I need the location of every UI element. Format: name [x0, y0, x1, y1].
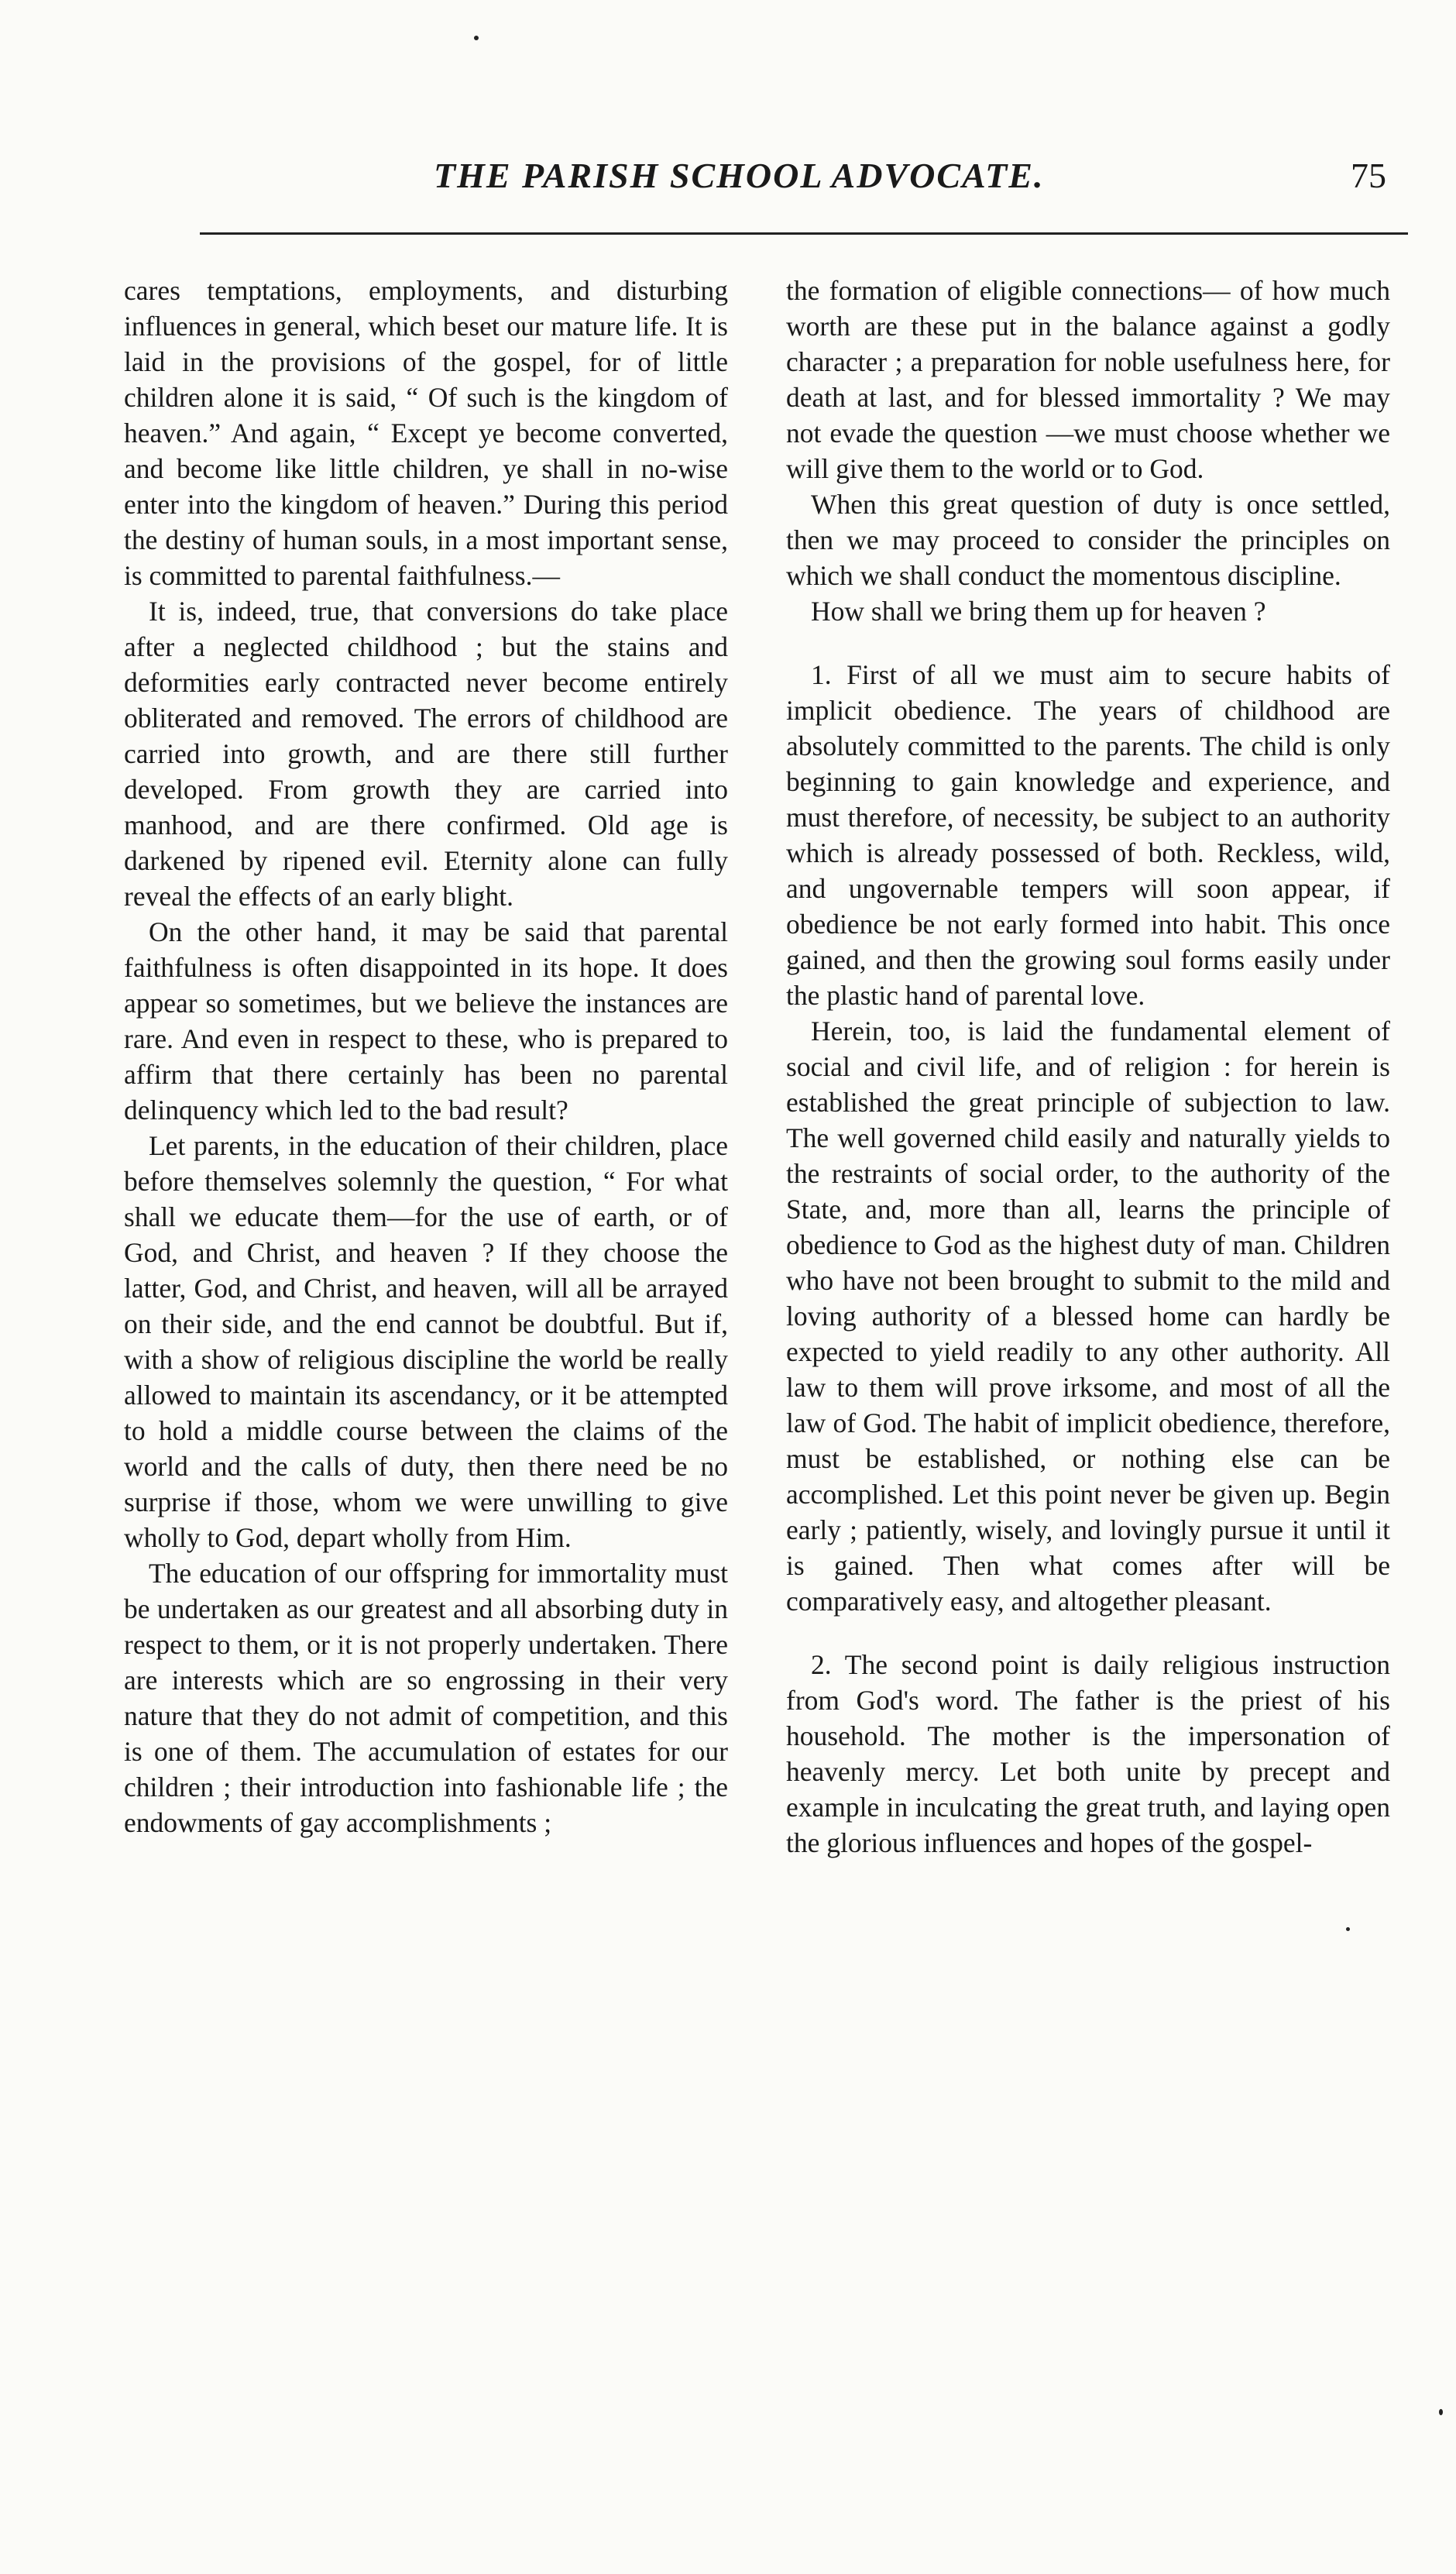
page-number: 75	[1351, 156, 1386, 195]
left-column	[124, 273, 728, 1840]
print-speck	[1439, 2409, 1443, 2415]
numbered-paragraph: 1. First of all we must aim to secure habits of implicit obedience. The years of childhood are absolutely committed to the parents. The child is only beginning to gain knowledge and experience, and must therefore, of necessity, be subject to an authority which is already possessed of both. Reckless, wild, and ungovernable tempers will soon appear, if obedience be not early formed into habit. This once gained, and then the growing soul forms easily under the plastic hand of parental love.	[786, 659, 1390, 1011]
paragraph: It is, indeed, true, that conversions do take place after a neglected childhood ; but the stains and deformities early contracted never become entirely obliterated and removed. The errors of childhood are carried into growth, and are there still further developed. From growth they are carried into manhood, and are there confirmed. Old age is darkened by ripened evil. Eternity alone can fully reveal the effects of an early blight.	[124, 596, 728, 912]
paragraph: Herein, too, is laid the fundamental element of social and civil life, and of religion : for herein is established the great principle of subjection to law. The well governed child easily and naturally yields to the restraints of social order, to the authority of the State, and, more than all, learns the principle of obedience to God as the highest duty of man. Children who have not been brought to submit to the mild and loving authority of a blessed home can hardly be expected to yield readily to any other authority. All law to them will prove irksome, and most of all the law of God. The habit of implicit obedience, therefore, must be established, or nothing else can be accomplished. Let this point never be given up. Begin early ; patiently, wisely, and lovingly pursue it until it is gained. Then what comes after will be comparatively easy, and altogether pleasant.	[786, 1016, 1390, 1617]
page-header	[201, 155, 1410, 217]
paragraph: Let parents, in the education of their children, place before themselves solemnly the question, “ For what shall we educate them—for the use of earth, or of God, and Christ, and heaven ? If they choose the latter, God, and Christ, and heaven, will all be arrayed on their side, and the end cannot be doubtful. But if, with a show of religious discipline the world be really allowed to maintain its ascendancy, or it be attempted to hold a middle course between the claims of the world and the calls of duty, then there need be no surprise if those, whom we were unwilling to give wholly to God, depart wholly from Him.	[124, 1130, 728, 1553]
paragraph: cares temptations, employments, and disturbing influences in general, which beset our mature life. It is laid in the provisions of the gospel, for of little children alone it is said, “ Of such is the kingdom of heaven.” And again, “ Except ye become converted, and become like little children, ye shall in no-wise enter into the kingdom of heaven.” During this period the destiny of human souls, in a most important sense, is committed to parental faithfulness.—	[124, 275, 728, 591]
numbered-paragraph: 2. The second point is daily religious instruction from God's word. The father is the priest of his household. The mother is the impersonation of heavenly mercy. Let both unite by precept and example in inculcating the great truth, and laying open the glorious influences and hopes of the gospel-	[786, 1649, 1390, 1858]
paragraph: How shall we bring them up for heaven ?	[811, 596, 1266, 627]
header-rule	[200, 232, 1408, 235]
print-speck	[474, 36, 479, 40]
paragraph: the formation of eligible connections— of how much worth are these put in the balance against a godly character ; a preparation for noble usefulness here, for death at last, and for blessed immortality ? We may not evade the question —we must choose whether we will give them to the world or to God.	[786, 275, 1390, 484]
journal-title: THE PARISH SCHOOL ADVOCATE.	[434, 156, 1045, 195]
paragraph: On the other hand, it may be said that parental faithfulness is often disappointed in its hope. It does appear so sometimes, but we believe the instances are rare. And even in respect to these, who is prepared to affirm that there certainly has been no parental delinquency which led to the bad result?	[124, 916, 728, 1125]
paragraph: The education of our offspring for immortality must be undertaken as our greatest and all absorbing duty in respect to them, or it is not properly undertaken. There are interests which are so engrossing in their very nature that they do not admit of competition, and this is one of them. The accumulation of estates for our children ; their introduction into fashionable life ; the endowments of gay accomplishments ;	[124, 1558, 728, 1838]
paragraph: When this great question of duty is once settled, then we may proceed to consider the principles on which we shall conduct the momentous discipline.	[786, 489, 1390, 591]
right-column	[786, 273, 1390, 1861]
print-speck	[1346, 1927, 1350, 1931]
